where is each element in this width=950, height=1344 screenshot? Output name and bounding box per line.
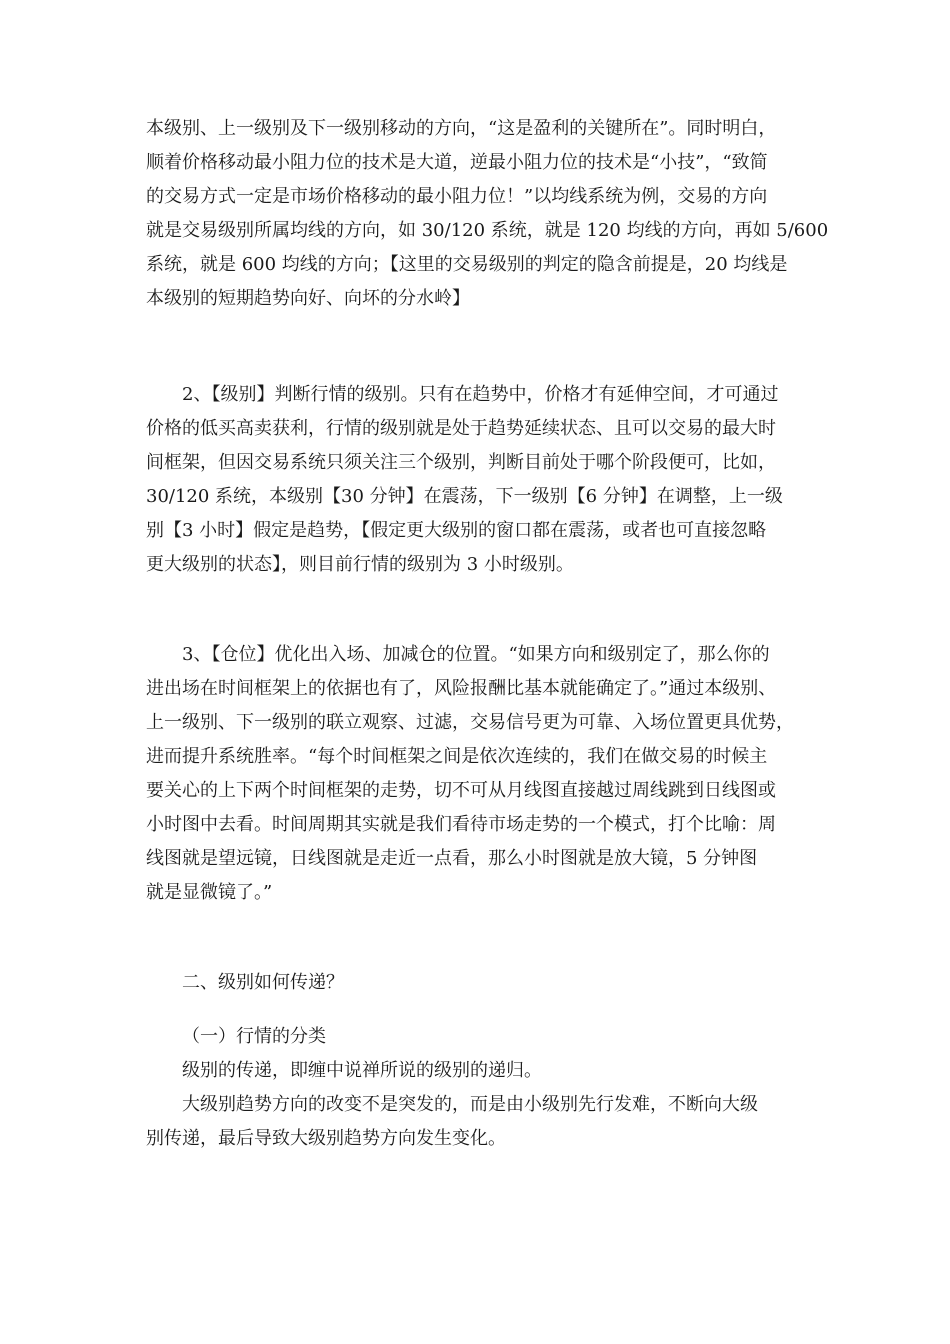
section-heading-block bbox=[146, 966, 818, 1000]
section-heading: 二、级别如何传递？ bbox=[182, 972, 344, 993]
text-line: 间框架，但因交易系统只须关注三个级别，判断目前处于哪个阶段便可，比如， bbox=[146, 452, 776, 473]
text-line: 进出场在时间框架上的依据也有了，风险报酬比基本就能确定了。”通过本级别、 bbox=[146, 678, 777, 699]
text-line: 线图就是望远镜，日线图就是走近一点看，那么小时图就是放大镜，5 分钟图 bbox=[146, 848, 758, 869]
text-line: 要关心的上下两个时间框架的走势，切不可从月线图直接越过周线跳到日线图或 bbox=[146, 780, 776, 801]
text-line: 系统，就是 600 均线的方向；【这里的交易级别的判定的隐含前提是，20 均线是 bbox=[146, 254, 788, 275]
text-line: 顺着价格移动最小阻力位的技术是大道，逆最小阻力位的技术是“小技”，“致简 bbox=[146, 152, 768, 173]
text-line: 进而提升系统胜率。“每个时间框架之间是依次连续的，我们在做交易的时候主 bbox=[146, 746, 768, 767]
paragraph-level bbox=[146, 378, 818, 582]
text-line: 2、【级别】判断行情的级别。只有在趋势中，价格才有延伸空间，才可通过 bbox=[182, 384, 779, 405]
text-line: 更大级别的状态】，则目前行情的级别为 3 小时级别。 bbox=[146, 554, 574, 575]
subsection-block bbox=[146, 1020, 818, 1156]
text-line: 级别的传递，即缠中说禅所说的级别的递归。 bbox=[182, 1060, 542, 1081]
text-line: 就是交易级别所属均线的方向，如 30/120 系统，就是 120 均线的方向，再如 5/600 bbox=[146, 220, 829, 241]
text-line: 别传递，最后导致大级别趋势方向发生变化。 bbox=[146, 1128, 506, 1149]
text-line: 大级别趋势方向的改变不是突发的，而是由小级别先行发难，不断向大级 bbox=[182, 1094, 758, 1115]
text-line: 小时图中去看。时间周期其实就是我们看待市场走势的一个模式，打个比喻：周 bbox=[146, 814, 776, 835]
text-line: 就是显微镜了。” bbox=[146, 882, 273, 903]
paragraph-direction bbox=[146, 112, 829, 316]
text-line: 30/120 系统，本级别【30 分钟】在震荡，下一级别【6 分钟】在调整，上一级 bbox=[146, 486, 783, 507]
text-line: 价格的低买高卖获利，行情的级别就是处于趋势延续状态、且可以交易的最大时 bbox=[146, 418, 776, 439]
subsection-heading: （一）行情的分类 bbox=[182, 1026, 326, 1047]
text-line: 本级别的短期趋势向好、向坏的分水岭】 bbox=[146, 288, 470, 309]
text-line: 上一级别、下一级别的联立观察、过滤，交易信号更为可靠、入场位置更具优势， bbox=[146, 712, 794, 733]
text-line: 本级别、上一级别及下一级别移动的方向，“这是盈利的关键所在”。同时明白， bbox=[146, 118, 777, 139]
text-line: 的交易方式一定是市场价格移动的最小阻力位！”以均线系统为例，交易的方向 bbox=[146, 186, 768, 207]
text-line: 别【3 小时】假定是趋势，【假定更大级别的窗口都在震荡，或者也可直接忽略 bbox=[146, 520, 767, 541]
paragraph-position bbox=[146, 638, 818, 910]
text-line: 3、【仓位】优化出入场、加减仓的位置。“如果方向和级别定了，那么你的 bbox=[182, 644, 770, 665]
